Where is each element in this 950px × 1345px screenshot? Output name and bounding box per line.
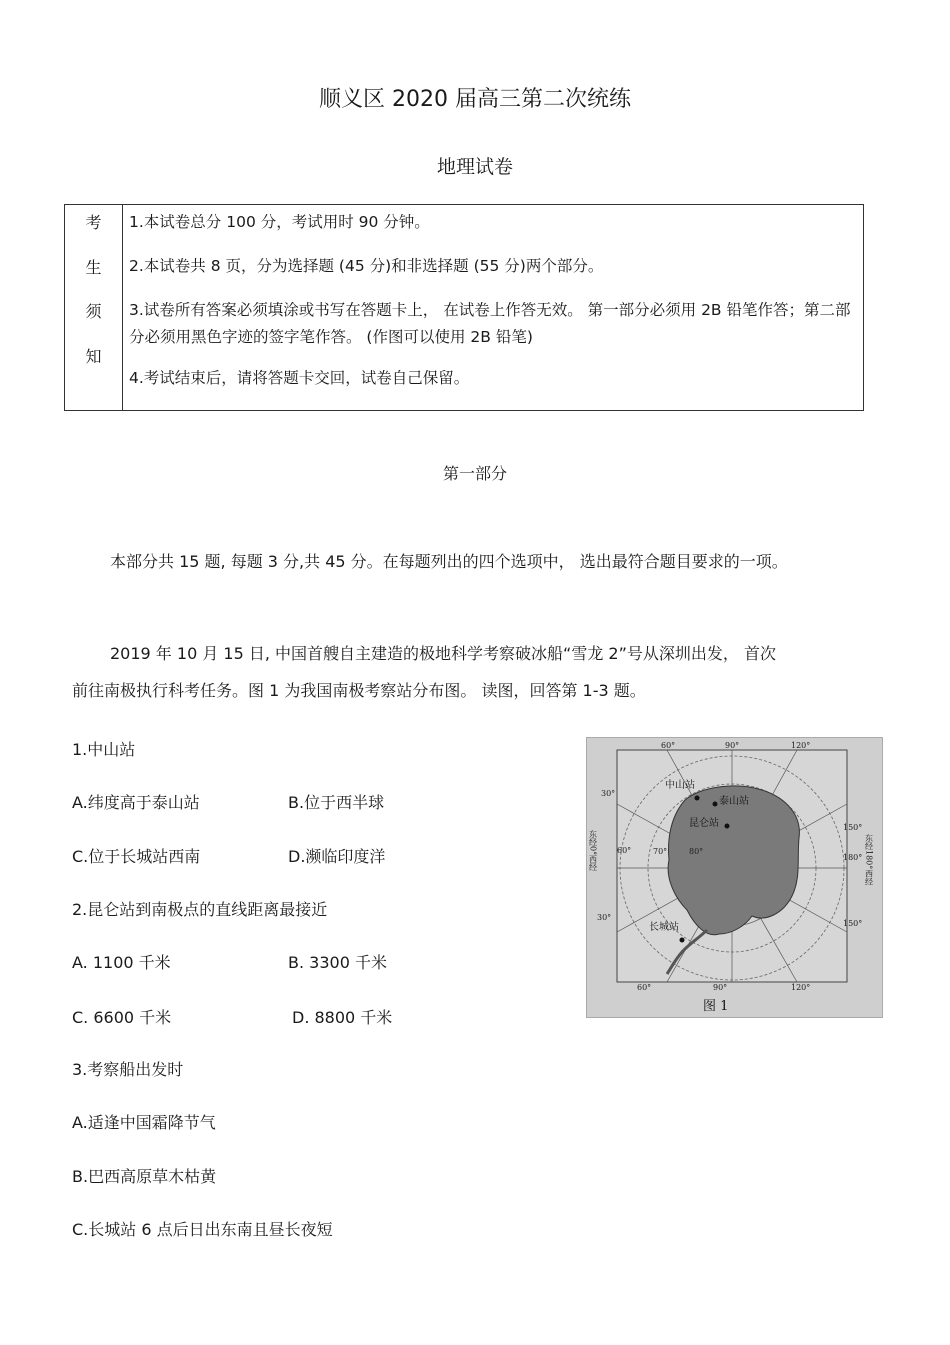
notice-header-column [65,205,123,410]
question-1-option-d: D.濒临印度洋 [288,847,386,866]
question-3-stem: 3.考察船出发时 [72,1060,184,1079]
exam-title: 顺义区 2020 届高三第二次统练 [319,87,631,112]
question-3-option-c: C.长城站 6 点后日出东南且昼长夜短 [72,1220,333,1239]
part-heading: 第一部分 [442,464,507,483]
top-label-60: 60° [661,741,676,750]
top-label-90: 90° [725,741,740,750]
question-2-option-d: D. 8800 千米 [292,1008,393,1027]
bottom-label-60: 60° [637,983,652,992]
notice-item: 2.本试卷共 8 页，分为选择题 (45 分)和非选择题 (55 分)两个部分。 [129,257,604,275]
question-3-option-b: B.巴西高原草木枯黄 [72,1167,217,1186]
notice-item: 1.本试卷总分 100 分，考试用时 90 分钟。 [129,213,430,231]
bottom-label-120: 120° [791,983,811,992]
question-2-option-a: A. 1100 千米 [72,953,171,972]
right-label-150-bottom: 150° [843,919,863,928]
left-label-30-bottom: 30° [597,913,612,922]
right-label-180: 180° [843,853,863,862]
notice-head-char: 须 [85,302,102,321]
question-2-option-b: B. 3300 千米 [288,953,387,972]
question-2-option-c: C. 6600 千米 [72,1008,172,1027]
antarctica-station-map [586,737,883,1018]
part-intro: 本部分共 15 题, 每题 3 分,共 45 分。在每题列出的四个选项中， 选出最符合题目要求的一项。 [110,552,788,571]
notice-body [123,205,863,410]
notice-item: 4.考试结束后，请将答题卡交回，试卷自己保留。 [129,369,470,387]
bottom-label-90: 90° [713,983,728,992]
notice-head-char: 知 [85,346,102,366]
passage-line-2: 前往南极执行科考任务。图 1 为我国南极考察站分布图。 读图，回答第 1-3 题。 [72,681,646,700]
top-label-120: 120° [791,741,811,750]
notice-head-char: 生 [85,257,102,277]
station-label-kunlun: 昆仑站 [689,818,719,829]
left-label-30-top: 30° [601,789,616,798]
question-1-option-a: A.纬度高于泰山站 [72,793,200,812]
question-1-option-b: B.位于西半球 [288,793,385,812]
station-label-taishan: 泰山站 [719,796,749,807]
right-label-150-top: 150° [843,823,863,832]
question-1-stem: 1.中山站 [72,740,136,759]
left-side-label: 东经0°西经 [588,830,598,872]
figure-caption: 图 1 [703,999,729,1014]
question-3-option-a: A.适逢中国霜降节气 [72,1113,216,1132]
question-1-option-c: C.位于长城站西南 [72,847,201,866]
map-svg [587,738,882,1017]
station-label-zhongshan: 中山站 [665,780,695,791]
notice-table [64,204,864,411]
latitude-label-80: 80° [689,847,704,856]
left-label-60: 60° [617,846,632,855]
exam-subtitle: 地理试卷 [436,156,513,178]
question-2-stem: 2.昆仑站到南极点的直线距离最接近 [72,900,328,919]
notice-item: 3.试卷所有答案必须填涂或书写在答题卡上， 在试卷上作答无效。 第一部分必须用 2B 铅笔作答；第二部分必须用黑色字迹的签字笔作答。 (作图可以使用 2B 铅笔) [129,301,851,346]
right-side-label: 东经180°西经 [864,834,874,886]
notice-head-char: 考 [85,213,102,232]
station-label-changcheng: 长城站 [649,922,679,933]
passage-line-1: 2019 年 10 月 15 日, 中国首艘自主建造的极地科学考察破冰船“雪龙 2”号从深圳出发， 首次 [110,644,776,663]
latitude-label-70: 70° [653,847,668,856]
